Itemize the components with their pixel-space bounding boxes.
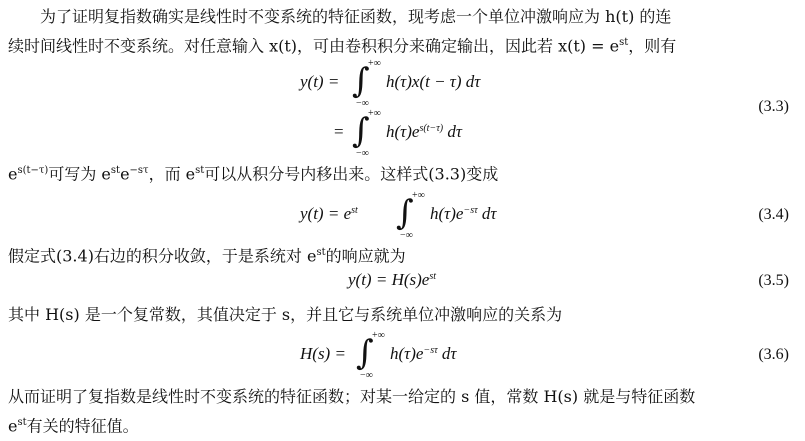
eq36-rhs-a: h(τ)e: [390, 344, 424, 363]
eq35-lhs: [348, 270, 436, 290]
eq33-rhs-2: [386, 122, 462, 142]
eq34-lhs-sup: st: [351, 205, 358, 216]
eq36-rhs: [390, 344, 457, 364]
eq33-upper-2: +∞: [368, 108, 381, 119]
p5-line2-end: 有关的特征值。: [26, 416, 139, 436]
p2-sup4: st: [195, 165, 205, 176]
paragraph-4: 其中 H(s) 是一个复常数，其值决定于 s，并且它与系统单位冲激响应的关系为: [8, 305, 563, 324]
p3-text: 假定式(3.4)右边的积分收敛，于是系统对 e: [8, 246, 317, 266]
p2-mid3: ，而 e: [148, 164, 196, 184]
p2-end: 可以从积分号内移出来。这样式(3.3)变成: [204, 164, 499, 184]
eq33-upper-1: +∞: [368, 58, 381, 69]
paragraph-2: [8, 160, 798, 185]
eq34-integral-icon: ∫: [396, 193, 414, 233]
p2-sup2: st: [110, 165, 121, 176]
eq33-lhs: y(t) =: [300, 72, 340, 91]
eq34-rhs-b: dτ: [477, 204, 497, 223]
eq33-integral-2-icon: ∫: [352, 111, 370, 151]
eq33-lower-2: −∞: [356, 148, 369, 159]
eq34-number: (3.4): [758, 206, 789, 223]
eq36-rhs-sup: −sτ: [423, 345, 438, 356]
eq33-lower-1: −∞: [356, 98, 369, 109]
paragraph-5-line-1: 从而证明了复指数是线性时不变系统的特征函数；对某一给定的 s 值，常数 H(s) 就是与特征函数: [8, 387, 696, 406]
p2-pre: e: [8, 164, 18, 184]
eq36-integral-icon: ∫: [356, 333, 374, 373]
eq36-lower: −∞: [360, 370, 373, 381]
eq34-rhs: [430, 204, 497, 224]
eq33-number: (3.3): [758, 98, 789, 115]
eq33-equals-2: =: [334, 122, 344, 141]
p2-mid1: 可写为 e: [48, 164, 111, 184]
p5-line2-pre: e: [8, 416, 18, 436]
eq34-lhs-text: y(t) = e: [300, 204, 352, 223]
eq33-rhs2-b: dτ: [443, 122, 462, 141]
p2-sup3: −sτ: [129, 165, 149, 176]
eq36-upper: +∞: [372, 330, 385, 341]
eq36-rhs-b: dτ: [437, 344, 457, 363]
eq34-rhs-sup: −sτ: [463, 205, 478, 216]
p5-line2-sup: st: [17, 417, 27, 428]
eq33-rhs2-sup: s(t−τ): [419, 123, 444, 134]
eq36-number: (3.6): [758, 346, 789, 363]
eq34-upper: +∞: [412, 190, 425, 201]
p1-line2-sup: st: [619, 37, 629, 48]
eq36-lhs: H(s) =: [300, 344, 346, 363]
eq35-text: y(t) = H(s)e: [348, 270, 430, 289]
eq35-sup: st: [429, 271, 436, 282]
eq33-integral-1-icon: ∫: [352, 61, 370, 101]
paragraph-1-line-1: 为了证明复指数确实是线性时不变系统的特征函数，现考虑一个单位冲激响应为 h(t) 的连: [40, 7, 672, 26]
p1-line2-end: ，则有: [628, 36, 677, 56]
eq34-rhs-a: h(τ)e: [430, 204, 464, 223]
p2-sup1: s(t−τ): [17, 165, 49, 176]
eq33-rhs-1: h(τ)x(t − τ) dτ: [386, 72, 481, 91]
p2-mid2: e: [120, 164, 130, 184]
p3-sup: st: [316, 247, 326, 258]
p1-line2-text: 续时间线性时不变系统。对任意输入 x(t)，可由卷积积分来确定输出，因此若 x(t) = e: [8, 36, 620, 56]
eq33-rhs2-a: h(τ)e: [386, 122, 420, 141]
eq34-lhs: [300, 204, 358, 224]
p3-end: 的响应就为: [325, 246, 406, 266]
eq34-lower: −∞: [400, 230, 413, 241]
paragraph-5-line-2: [8, 412, 798, 437]
paragraph-1-line-2: [8, 32, 798, 57]
paragraph-3: [8, 242, 798, 267]
eq35-number: (3.5): [758, 272, 789, 289]
